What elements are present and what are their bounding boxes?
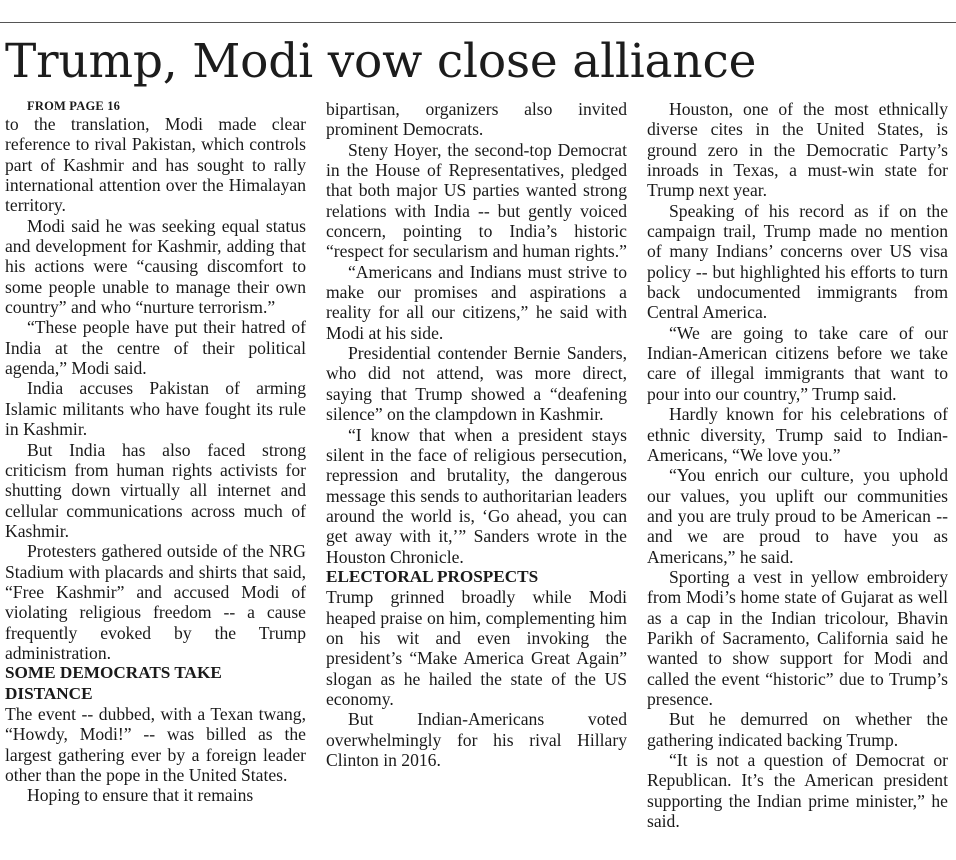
body-paragraph: “These people have put their hatred of India at the centre of their political agenda,” Modi said. (5, 317, 306, 379)
body-paragraph: The event -- dubbed, with a Texan twang, “Howdy, Modi!” -- was billed as the largest gathering ever by a foreign leader other than the pope in the United States. (5, 703, 306, 785)
article-column-2 (326, 99, 627, 859)
article-column-1 (5, 98, 306, 858)
body-paragraph: Houston, one of the most ethnically diverse cites in the United States, is ground zero in the Democratic Party’s inroads in Texas, a must-win state for Trump next year. (647, 99, 948, 201)
body-paragraph: “We are going to take care of our Indian-American citizens before we take care of illegal immigrants that want to pour into our country,” Trump said. (647, 322, 948, 404)
body-paragraph: Protesters gathered outside of the NRG Stadium with placards and shirts that said, “Free Kashmir” and accused Modi of violating religious freedom -- a cause frequently evoked by the Trump administration. (5, 541, 306, 663)
body-paragraph: But Indian-Americans voted overwhelmingly for his rival Hillary Clinton in 2016. (326, 709, 627, 770)
body-paragraph: “It is not a question of Democrat or Republican. It’s the American president supporting the Indian prime minister,” he said. (647, 750, 948, 832)
top-divider-rule (0, 22, 956, 23)
body-paragraph: “Americans and Indians must strive to make our promises and aspirations a reality for all our citizens,” he said with Modi at his side. (326, 261, 627, 343)
body-paragraph: to the translation, Modi made clear reference to rival Pakistan, which controls part of Kashmir and has sought to rally international attention over the Himalayan territory. (5, 114, 306, 216)
section-subhead: SOME DEMOCRATS TAKE DISTANCE (5, 663, 222, 703)
body-paragraph: “I know that when a president stays silent in the face of religious persecution, repression and brutality, the dangerous message this sends to authoritarian leaders around the world is, ‘Go ahead, you can get away with it,’” Sanders wrote in the Houston Chronicle. (326, 424, 627, 567)
body-paragraph: Speaking of his record as if on the campaign trail, Trump made no mention of many Indians’ concerns over US visa policy -- but highlighted his efforts to turn back undocumented immigrants from Central America. (647, 200, 948, 323)
body-paragraph: Sporting a vest in yellow embroidery from Modi’s home state of Gujarat as well as a cap in the Indian tricolour, Bhavin Parikh of Sacramento, California said he wanted to show support for Modi and called the event “historic” due to Trump’s presence. (647, 566, 948, 709)
body-paragraph: Trump grinned broadly while Modi heaped praise on him, complementing him on his wit and even invoking the president’s “Make America Great Again” slogan as he hailed the state of the US economy. (326, 587, 627, 709)
body-paragraph: Modi said he was seeking equal status and development for Kashmir, adding that his actions were “causing discomfort to some people unable to manage their own country” and who “nurture terrorism.” (5, 215, 306, 318)
section-subhead: ELECTORAL PROSPECTS (326, 566, 539, 586)
body-paragraph: India accuses Pakistan of arming Islamic militants who have fought its rule in Kashmir. (5, 378, 306, 440)
kicker-from-page: FROM PAGE 16 (27, 99, 121, 113)
body-paragraph: Presidential contender Bernie Sanders, who did not attend, was more direct, saying that Trump showed a “deafening silence” on the clampdown in Kashmir. (326, 343, 627, 425)
body-paragraph: bipartisan, organizers also invited prominent Democrats. (326, 99, 627, 140)
body-paragraph: Hardly known for his celebrations of ethnic diversity, Trump said to Indian-Americans, “We love you.” (647, 404, 948, 465)
body-paragraph: Steny Hoyer, the second-top Democrat in the House of Representatives, pledged that both major US parties wanted strong relations with India -- but gently voiced concern, pointing to India’s historic “respect for secularism and human rights.” (326, 139, 627, 262)
body-paragraph: But he demurred on whether the gathering indicated backing Trump. (647, 709, 948, 750)
headline: Trump, Modi vow close alliance (5, 34, 757, 89)
body-paragraph: “You enrich our culture, you uphold our values, you uplift our communities and you are truly proud to be American -- and we are proud to have you as Americans,” he said. (647, 465, 948, 567)
body-paragraph: Hoping to ensure that it remains (27, 785, 254, 806)
body-paragraph: But India has also faced strong criticism from human rights activists for shutting down virtually all internet and cellular communications across much of Kashmir. (5, 439, 306, 541)
article-column-3 (647, 99, 948, 859)
